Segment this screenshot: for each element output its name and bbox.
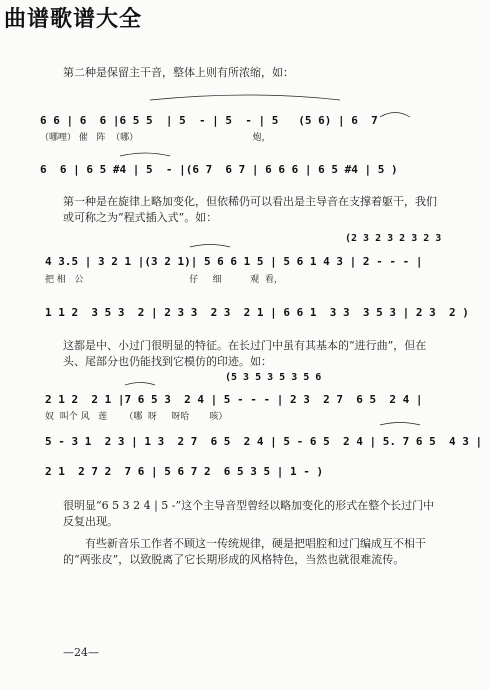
score2-lyrics: 把 相 公 仔 细 观 看， bbox=[45, 275, 283, 285]
score2-line2: 1 1 2 3 5 3 2 | 2 3 3 2 3 2 1 | 6 6 1 3 3 3 5 3 | 2 3 2 ) bbox=[45, 306, 469, 319]
paragraph-1: 第二种是保留主干音，整体上则有所浓缩，如： bbox=[63, 66, 294, 79]
score3-line3: 2 1 2 7 2 7 6 | 5 6 7 2 6 5 3 5 | 1 - ) bbox=[45, 465, 324, 478]
score1-lyrics: （哪哩） 催 阵 （哪） 炮， bbox=[40, 133, 271, 143]
score3-lyrics: 奴 叫个 风 莲 （哪 呀 呀哈 咳） bbox=[45, 412, 228, 422]
score1-line1: 6 6 | 6 6 |6 5 5 | 5 - | 5 - | 5 (5 6) | 6 7 bbox=[40, 114, 378, 127]
score3-line1: 2 1 2 2 1 |7 6 5 3 2 4 | 5 - - - | 2 3 2 7 6 5 2 4 | bbox=[45, 393, 423, 406]
score3-top: (5 3 5 3 5 3 5 6 bbox=[225, 372, 322, 383]
paragraph-5: 有些新音乐工作者不顾这一传统规律，硬是把唱腔和过门编成互不相干的“两张皮”，以致脱离了它长期形成的风格特色，当然也就很难流传。 bbox=[63, 537, 426, 566]
score2-line1: 4 3.5 | 3 2 1 |(3 2 1)| 5 6 6 1 5 | 5 6 1 4 3 | 2 - - - | bbox=[45, 255, 423, 268]
paragraph-2: 第一种是在旋律上略加变化，但依稀仍可以看出是主导音在支撑着躯干，我们或可称之为“程式插入式”。如： bbox=[63, 195, 437, 224]
paragraph-4: 很明显“6 5 3 2 4 | 5 -”这个主导音型曾经以略加变化的形式在整个长过门中反复出现。 bbox=[63, 499, 435, 528]
score3-line2: 5 - 3 1 2 3 | 1 3 2 7 6 5 2 4 | 5 - 6 5 2 4 | 5. 7 6 5 4 3 | bbox=[45, 435, 483, 448]
site-header-title: 曲谱歌谱大全 bbox=[4, 6, 143, 32]
score1-line2: 6 6 | 6 5 #4 | 5 - |(6 7 6 7 | 6 6 6 | 6 5 #4 | 5 ) bbox=[40, 163, 398, 176]
page-number: —24— bbox=[63, 646, 99, 659]
score2-top: (2 3 2 3 2 3 2 3 bbox=[345, 233, 442, 244]
paragraph-3: 这都是中、小过门很明显的特征。在长过门中虽有其基本的“进行曲”，但在头、尾部分也仍能找到它模仿的印迹。如： bbox=[63, 339, 427, 368]
